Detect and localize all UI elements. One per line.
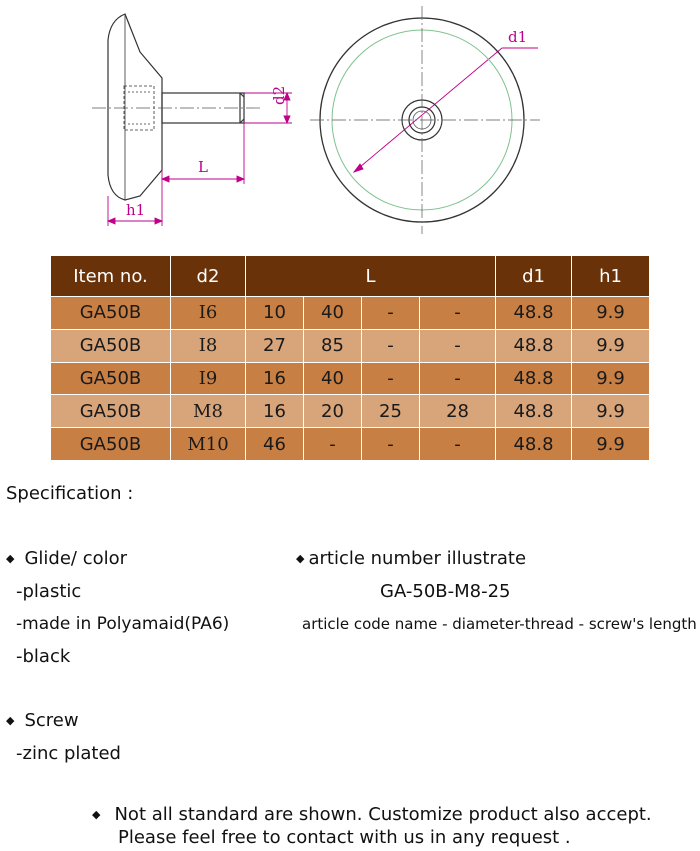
table-row xyxy=(51,395,650,428)
glide-heading-line xyxy=(6,548,127,569)
cell-d2: M10 xyxy=(171,428,246,461)
cell-l: 46 xyxy=(246,428,304,461)
cell-l: 16 xyxy=(246,395,304,428)
table-row xyxy=(51,428,650,461)
cell-h1: 9.9 xyxy=(572,362,650,395)
cell-l: - xyxy=(420,329,496,362)
article-heading: article number illustrate xyxy=(308,548,527,569)
cell-d2: I8 xyxy=(171,329,246,362)
cell-h1: 9.9 xyxy=(572,428,650,461)
cell-l: 10 xyxy=(246,297,304,330)
cell-d1: 48.8 xyxy=(496,395,572,428)
cell-l: 28 xyxy=(420,395,496,428)
table-row xyxy=(51,297,650,330)
header-d2: d2 xyxy=(171,256,246,297)
article-explain: article code name - diameter-thread - screw's length xyxy=(302,615,697,633)
d1-label: d1 xyxy=(508,28,528,46)
cell-l: 85 xyxy=(304,329,362,362)
table-row xyxy=(51,362,650,395)
cell-item: GA50B xyxy=(51,329,171,362)
cell-h1: 9.9 xyxy=(572,395,650,428)
cell-item: GA50B xyxy=(51,428,171,461)
cell-d1: 48.8 xyxy=(496,329,572,362)
glide-item-plastic: -plastic xyxy=(16,581,82,602)
diamond-bullet-icon: ◆ xyxy=(92,808,101,821)
cell-d1: 48.8 xyxy=(496,362,572,395)
glide-item-color: -black xyxy=(16,646,71,667)
article-heading-line xyxy=(296,548,526,569)
cell-l: - xyxy=(420,297,496,330)
article-example: GA-50B-M8-25 xyxy=(380,581,511,602)
l-label: L xyxy=(198,158,208,176)
table-row xyxy=(51,329,650,362)
cell-item: GA50B xyxy=(51,395,171,428)
diamond-bullet-icon: ◆ xyxy=(6,714,15,727)
d2-label: d2 xyxy=(270,85,288,105)
cell-d1: 48.8 xyxy=(496,428,572,461)
note-text-1: Not all standard are shown. Customize product also accept. xyxy=(114,804,652,825)
cell-l: - xyxy=(362,428,420,461)
diamond-bullet-icon: ◆ xyxy=(296,552,305,565)
header-l: L xyxy=(246,256,496,297)
cell-l: 27 xyxy=(246,329,304,362)
cell-l: 40 xyxy=(304,297,362,330)
header-h1: h1 xyxy=(572,256,650,297)
note-line-1 xyxy=(92,804,652,825)
screw-heading: Screw xyxy=(24,710,79,731)
cell-l: - xyxy=(362,329,420,362)
diamond-bullet-icon: ◆ xyxy=(6,552,15,565)
technical-drawing xyxy=(0,0,700,240)
cell-item: GA50B xyxy=(51,297,171,330)
screw-heading-line xyxy=(6,710,79,731)
cell-l: 40 xyxy=(304,362,362,395)
cell-l: 16 xyxy=(246,362,304,395)
h1-label: h1 xyxy=(126,201,146,219)
cell-d2: I6 xyxy=(171,297,246,330)
cell-d2: I9 xyxy=(171,362,246,395)
cell-h1: 9.9 xyxy=(572,297,650,330)
table-header-row xyxy=(51,256,650,297)
cell-l: - xyxy=(304,428,362,461)
spec-table xyxy=(50,255,650,461)
cell-item: GA50B xyxy=(51,362,171,395)
header-d1: d1 xyxy=(496,256,572,297)
header-item-no: Item no. xyxy=(51,256,171,297)
cell-l: 20 xyxy=(304,395,362,428)
screw-item-zinc: -zinc plated xyxy=(16,743,121,764)
cell-l: - xyxy=(362,297,420,330)
cell-d1: 48.8 xyxy=(496,297,572,330)
glide-item-material: -made in Polyamaid(PA6) xyxy=(16,614,230,634)
cell-l: - xyxy=(420,428,496,461)
cell-h1: 9.9 xyxy=(572,329,650,362)
cell-l: 25 xyxy=(362,395,420,428)
spec-title: Specification : xyxy=(6,483,134,504)
cell-l: - xyxy=(362,362,420,395)
cell-d2: M8 xyxy=(171,395,246,428)
cell-l: - xyxy=(420,362,496,395)
glide-heading: Glide/ color xyxy=(24,548,128,569)
note-line-2: Please feel free to contact with us in any request . xyxy=(118,827,571,848)
